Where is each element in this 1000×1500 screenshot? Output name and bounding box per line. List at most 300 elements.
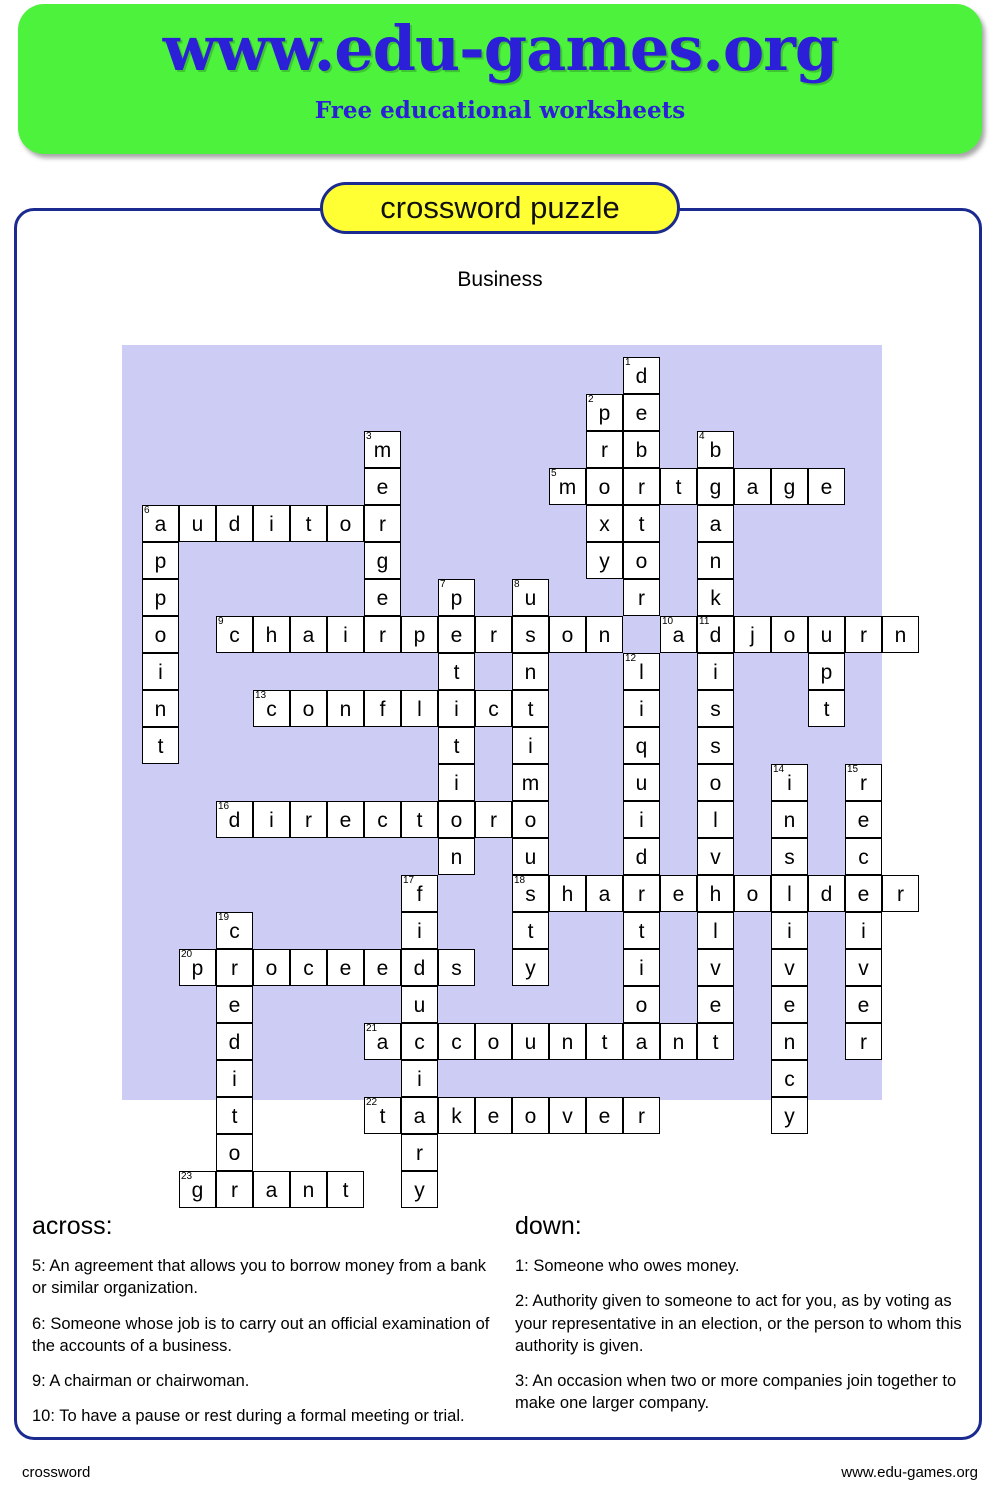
worksheet-subject: Business (457, 268, 543, 291)
cell-letter: e (635, 402, 648, 425)
cell-letter: u (820, 624, 833, 647)
cell-letter: r (860, 624, 867, 647)
cell-letter: l (713, 920, 718, 943)
crossword-cell[interactable] (364, 542, 401, 579)
cell-letter: k (710, 587, 721, 610)
cell-letter: v (710, 957, 721, 980)
cell-letter: v (562, 1105, 573, 1128)
crossword-cell[interactable] (660, 1023, 697, 1060)
crossword-cell[interactable] (845, 875, 882, 912)
cell-letter: v (710, 846, 721, 869)
crossword-cell[interactable] (142, 505, 179, 542)
crossword-cell[interactable] (771, 468, 808, 505)
cell-letter: r (638, 1105, 645, 1128)
crossword-cell[interactable] (697, 764, 734, 801)
cell-letter: e (857, 994, 870, 1017)
crossword-cell[interactable] (623, 727, 660, 764)
crossword-cell[interactable] (586, 505, 623, 542)
crossword-cell[interactable] (549, 616, 586, 653)
crossword-cell[interactable] (142, 542, 179, 579)
crossword-cell[interactable] (364, 468, 401, 505)
crossword-cell[interactable] (771, 912, 808, 949)
crossword-cell[interactable] (253, 505, 290, 542)
crossword-cell[interactable] (401, 801, 438, 838)
cell-letter: m (373, 439, 392, 462)
crossword-cell[interactable] (142, 727, 179, 764)
cell-letter: i (269, 513, 274, 536)
cell-number: 3 (366, 431, 372, 442)
cell-letter: i (158, 661, 163, 684)
across-clue: 9: A chairman or chairwoman. (32, 1372, 250, 1391)
crossword-cell[interactable] (142, 579, 179, 616)
cell-letter: d (635, 365, 648, 388)
cell-letter: e (450, 624, 463, 647)
crossword-cell[interactable] (697, 949, 734, 986)
cell-letter: p (450, 587, 463, 610)
cell-letter: g (376, 550, 389, 573)
crossword-cell[interactable] (660, 875, 697, 912)
crossword-cell[interactable] (364, 1023, 401, 1060)
cell-letter: s (451, 957, 462, 980)
cell-letter: t (823, 698, 830, 721)
cell-letter: o (783, 624, 796, 647)
crossword-cell[interactable] (845, 949, 882, 986)
down-clues (515, 1212, 985, 1428)
crossword-cell[interactable] (697, 505, 734, 542)
crossword-cell[interactable] (438, 1097, 475, 1134)
crossword-cell[interactable] (623, 949, 660, 986)
cell-number: 14 (773, 764, 785, 775)
cell-letter: l (417, 698, 422, 721)
cell-letter: r (490, 624, 497, 647)
crossword-cell[interactable] (401, 875, 438, 912)
crossword-cell[interactable] (290, 1171, 327, 1208)
crossword-cell[interactable] (179, 505, 216, 542)
crossword-cell[interactable] (549, 875, 586, 912)
cell-letter: e (376, 587, 389, 610)
cell-letter: y (599, 550, 610, 573)
crossword-cell[interactable] (771, 986, 808, 1023)
crossword-cell[interactable] (401, 1023, 438, 1060)
crossword-cell[interactable] (808, 653, 845, 690)
cell-number: 12 (625, 653, 637, 664)
crossword-cell[interactable] (697, 912, 734, 949)
crossword-cell[interactable] (623, 357, 660, 394)
crossword-cell[interactable] (216, 505, 253, 542)
cell-letter: c (266, 698, 277, 721)
cell-letter: i (454, 772, 459, 795)
cell-letter: e (487, 1105, 500, 1128)
crossword-cell[interactable] (216, 801, 253, 838)
cell-letter: o (598, 476, 611, 499)
across-clues (32, 1212, 502, 1441)
crossword-cell[interactable] (549, 1023, 586, 1060)
cell-letter: t (638, 920, 645, 943)
crossword-cell[interactable] (364, 690, 401, 727)
cell-letter: p (154, 550, 167, 573)
crossword-cell[interactable] (438, 1023, 475, 1060)
crossword-cell[interactable] (845, 1023, 882, 1060)
crossword-cell[interactable] (623, 986, 660, 1023)
crossword-cell[interactable] (290, 505, 327, 542)
crossword-cell[interactable] (808, 690, 845, 727)
cell-letter: t (638, 513, 645, 536)
crossword-cell[interactable] (586, 542, 623, 579)
crossword-cell[interactable] (845, 801, 882, 838)
crossword-cell[interactable] (623, 912, 660, 949)
cell-letter: i (417, 920, 422, 943)
crossword-cell[interactable] (512, 764, 549, 801)
crossword-cell[interactable] (771, 616, 808, 653)
crossword-cell[interactable] (290, 690, 327, 727)
crossword-cell[interactable] (697, 690, 734, 727)
crossword-cell[interactable] (586, 468, 623, 505)
cell-letter: n (154, 698, 167, 721)
crossword-cell[interactable] (623, 431, 660, 468)
crossword-cell[interactable] (623, 468, 660, 505)
crossword-cell[interactable] (512, 875, 549, 912)
cell-number: 20 (181, 949, 193, 960)
crossword-cell[interactable] (771, 1097, 808, 1134)
cell-letter: a (746, 476, 759, 499)
crossword-cell[interactable] (401, 949, 438, 986)
crossword-cell[interactable] (512, 912, 549, 949)
cell-letter: g (709, 476, 722, 499)
cell-letter: r (416, 1142, 423, 1165)
cell-letter: e (376, 476, 389, 499)
crossword-cell[interactable] (512, 838, 549, 875)
crossword-cell[interactable] (882, 875, 919, 912)
crossword-cell[interactable] (512, 616, 549, 653)
cell-letter: i (639, 698, 644, 721)
crossword-cell[interactable] (327, 949, 364, 986)
cell-number: 7 (440, 579, 446, 590)
cell-letter: i (639, 809, 644, 832)
cell-letter: r (897, 883, 904, 906)
crossword-cell[interactable] (475, 801, 512, 838)
crossword-cell[interactable] (253, 1171, 290, 1208)
crossword-cell[interactable] (808, 875, 845, 912)
crossword-cell[interactable] (401, 616, 438, 653)
cell-number: 8 (514, 579, 520, 590)
crossword-cell[interactable] (327, 616, 364, 653)
crossword-cell[interactable] (697, 986, 734, 1023)
crossword-cell[interactable] (623, 1097, 660, 1134)
crossword-cell[interactable] (512, 579, 549, 616)
cell-letter: i (232, 1068, 237, 1091)
cell-letter: u (524, 587, 537, 610)
cell-letter: o (228, 1142, 241, 1165)
crossword-cell[interactable] (401, 912, 438, 949)
crossword-cell[interactable] (586, 616, 623, 653)
crossword-cell[interactable] (845, 986, 882, 1023)
crossword-cell[interactable] (253, 949, 290, 986)
crossword-cell[interactable] (586, 1097, 623, 1134)
crossword-cell[interactable] (364, 505, 401, 542)
crossword-cell[interactable] (216, 1023, 253, 1060)
crossword-cell[interactable] (549, 468, 586, 505)
cell-letter: c (229, 920, 240, 943)
cell-letter: h (709, 883, 722, 906)
crossword-grid-cells (122, 345, 907, 1202)
crossword-cell[interactable] (771, 1023, 808, 1060)
crossword-cell[interactable] (142, 653, 179, 690)
crossword-cell[interactable] (771, 838, 808, 875)
crossword-cell[interactable] (216, 616, 253, 653)
cell-letter: t (231, 1105, 238, 1128)
crossword-cell[interactable] (253, 801, 290, 838)
crossword-cell[interactable] (512, 801, 549, 838)
cell-letter: o (339, 513, 352, 536)
crossword-cell[interactable] (697, 468, 734, 505)
cell-letter: i (861, 920, 866, 943)
crossword-cell[interactable] (697, 875, 734, 912)
crossword-cell[interactable] (512, 690, 549, 727)
crossword-cell[interactable] (697, 1023, 734, 1060)
site-title: www.edu-games.org (162, 12, 838, 85)
cell-number: 15 (847, 764, 859, 775)
crossword-cell[interactable] (438, 801, 475, 838)
crossword-cell[interactable] (216, 1060, 253, 1097)
crossword-cell[interactable] (623, 653, 660, 690)
cell-letter: u (524, 1031, 537, 1054)
cell-letter: e (339, 809, 352, 832)
crossword-cell[interactable] (290, 801, 327, 838)
cell-letter: e (820, 476, 833, 499)
cell-letter: t (453, 735, 460, 758)
crossword-cell[interactable] (771, 875, 808, 912)
crossword-cell[interactable] (512, 949, 549, 986)
cell-letter: l (639, 661, 644, 684)
crossword-cell[interactable] (623, 875, 660, 912)
cell-letter: t (675, 476, 682, 499)
crossword-cell[interactable] (438, 727, 475, 764)
crossword-cell[interactable] (845, 912, 882, 949)
crossword-cell[interactable] (438, 764, 475, 801)
cell-letter: u (524, 846, 537, 869)
crossword-cell[interactable] (216, 912, 253, 949)
crossword-cell[interactable] (697, 579, 734, 616)
cell-number: 23 (181, 1171, 193, 1182)
cell-letter: d (228, 1031, 241, 1054)
crossword-cell[interactable] (401, 1060, 438, 1097)
down-heading: down: (515, 1212, 582, 1240)
cell-letter: n (598, 624, 611, 647)
crossword-cell[interactable] (401, 690, 438, 727)
crossword-cell[interactable] (808, 468, 845, 505)
cell-letter: s (710, 735, 721, 758)
cell-letter: s (525, 883, 536, 906)
crossword-cell[interactable] (179, 949, 216, 986)
crossword-cell[interactable] (697, 616, 734, 653)
cell-letter: a (598, 883, 611, 906)
crossword-cell[interactable] (660, 468, 697, 505)
crossword-cell[interactable] (771, 764, 808, 801)
crossword-cell[interactable] (623, 838, 660, 875)
crossword-cell[interactable] (697, 653, 734, 690)
crossword-cell[interactable] (697, 838, 734, 875)
cell-letter: t (712, 1031, 719, 1054)
crossword-cell[interactable] (734, 616, 771, 653)
cell-letter: y (414, 1179, 425, 1202)
cell-letter: d (635, 846, 648, 869)
cell-letter: g (783, 476, 796, 499)
cell-letter: e (228, 994, 241, 1017)
crossword-cell[interactable] (808, 616, 845, 653)
cell-letter: r (490, 809, 497, 832)
cell-letter: p (413, 624, 426, 647)
crossword-cell[interactable] (512, 1023, 549, 1060)
crossword-cell[interactable] (401, 986, 438, 1023)
crossword-cell[interactable] (401, 1097, 438, 1134)
crossword-cell[interactable] (364, 431, 401, 468)
crossword-cell[interactable] (771, 949, 808, 986)
crossword-cell[interactable] (697, 801, 734, 838)
crossword-cell[interactable] (327, 801, 364, 838)
crossword-cell[interactable] (475, 690, 512, 727)
crossword-cell[interactable] (586, 875, 623, 912)
cell-number: 18 (514, 875, 526, 886)
cell-letter: a (302, 624, 315, 647)
across-clue: 6: Someone whose job is to carry out an official examination of the accounts of a business. (32, 1314, 490, 1355)
crossword-cell[interactable] (327, 690, 364, 727)
crossword-cell[interactable] (697, 727, 734, 764)
cell-letter: m (558, 476, 577, 499)
crossword-cell[interactable] (771, 1060, 808, 1097)
crossword-cell[interactable] (697, 431, 734, 468)
crossword-cell[interactable] (364, 801, 401, 838)
cell-letter: c (303, 957, 314, 980)
crossword-cell[interactable] (586, 1023, 623, 1060)
cell-number: 9 (218, 616, 224, 627)
cell-letter: r (231, 957, 238, 980)
cell-letter: e (709, 994, 722, 1017)
cell-letter: n (783, 809, 796, 832)
crossword-cell[interactable] (475, 1023, 512, 1060)
cell-letter: t (527, 920, 534, 943)
cell-letter: r (638, 587, 645, 610)
cell-letter: o (154, 624, 167, 647)
crossword-cell[interactable] (512, 1097, 549, 1134)
cell-letter: e (857, 883, 870, 906)
crossword-cell[interactable] (253, 616, 290, 653)
cell-letter: n (302, 1179, 315, 1202)
crossword-cell[interactable] (623, 505, 660, 542)
cell-letter: d (820, 883, 833, 906)
crossword-cell[interactable] (697, 542, 734, 579)
cell-letter: c (414, 1031, 425, 1054)
crossword-cell[interactable] (438, 949, 475, 986)
cell-letter: d (228, 809, 241, 832)
crossword-cell[interactable] (734, 875, 771, 912)
crossword-cell[interactable] (438, 616, 475, 653)
crossword-cell[interactable] (401, 1171, 438, 1208)
cell-letter: i (343, 624, 348, 647)
crossword-cell[interactable] (882, 616, 919, 653)
crossword-cell[interactable] (623, 764, 660, 801)
crossword-cell[interactable] (512, 653, 549, 690)
cell-letter: t (601, 1031, 608, 1054)
crossword-cell[interactable] (586, 431, 623, 468)
crossword-cell[interactable] (623, 1023, 660, 1060)
crossword-cell[interactable] (845, 616, 882, 653)
crossword-cell[interactable] (438, 653, 475, 690)
crossword-cell[interactable] (845, 764, 882, 801)
crossword-cell[interactable] (327, 1171, 364, 1208)
crossword-cell[interactable] (438, 690, 475, 727)
cell-letter: a (265, 1179, 278, 1202)
cell-letter: q (635, 735, 648, 758)
crossword-cell[interactable] (438, 579, 475, 616)
crossword-cell[interactable] (734, 468, 771, 505)
crossword-cell[interactable] (327, 505, 364, 542)
crossword-cell[interactable] (364, 949, 401, 986)
cell-letter: r (860, 1031, 867, 1054)
cell-letter: o (746, 883, 759, 906)
crossword-cell[interactable] (364, 1097, 401, 1134)
cell-letter: r (305, 809, 312, 832)
cell-letter: o (524, 809, 537, 832)
crossword-cell[interactable] (475, 1097, 512, 1134)
cell-letter: j (750, 624, 755, 647)
cell-letter: t (379, 1105, 386, 1128)
cell-letter: s (710, 698, 721, 721)
crossword-cell[interactable] (401, 1134, 438, 1171)
cell-letter: u (191, 513, 204, 536)
cell-letter: n (672, 1031, 685, 1054)
crossword-cell[interactable] (475, 616, 512, 653)
crossword-cell[interactable] (364, 579, 401, 616)
crossword-cell[interactable] (216, 986, 253, 1023)
cell-letter: o (450, 809, 463, 832)
crossword-cell[interactable] (438, 838, 475, 875)
crossword-cell[interactable] (216, 1097, 253, 1134)
cell-letter: c (858, 846, 869, 869)
crossword-cell[interactable] (216, 1171, 253, 1208)
crossword-cell[interactable] (290, 949, 327, 986)
crossword-cell[interactable] (179, 1171, 216, 1208)
footer-left-label: crossword (22, 1464, 91, 1481)
crossword-cell[interactable] (142, 616, 179, 653)
crossword-cell[interactable] (623, 690, 660, 727)
cell-letter: t (453, 661, 460, 684)
crossword-cell[interactable] (623, 801, 660, 838)
across-clue: 5: An agreement that allows you to borrow money from a bank or similar organization. (32, 1257, 486, 1298)
down-clue: 1: Someone who owes money. (515, 1257, 740, 1275)
cell-letter: t (305, 513, 312, 536)
crossword-cell[interactable] (253, 690, 290, 727)
crossword-cell[interactable] (290, 616, 327, 653)
crossword-cell[interactable] (512, 727, 549, 764)
crossword-cell[interactable] (549, 1097, 586, 1134)
crossword-cell[interactable] (623, 542, 660, 579)
crossword-cell[interactable] (364, 616, 401, 653)
crossword-cell[interactable] (586, 394, 623, 431)
cell-letter: s (784, 846, 795, 869)
crossword-cell[interactable] (623, 394, 660, 431)
cell-letter: n (450, 846, 463, 869)
cell-letter: o (302, 698, 315, 721)
crossword-cell[interactable] (216, 1134, 253, 1171)
crossword-cell[interactable] (623, 579, 660, 616)
crossword-cell[interactable] (771, 801, 808, 838)
cell-number: 10 (662, 616, 674, 627)
cell-letter: u (635, 772, 648, 795)
crossword-cell[interactable] (660, 616, 697, 653)
crossword-cell[interactable] (142, 690, 179, 727)
crossword-cell[interactable] (845, 838, 882, 875)
crossword-cell[interactable] (216, 949, 253, 986)
